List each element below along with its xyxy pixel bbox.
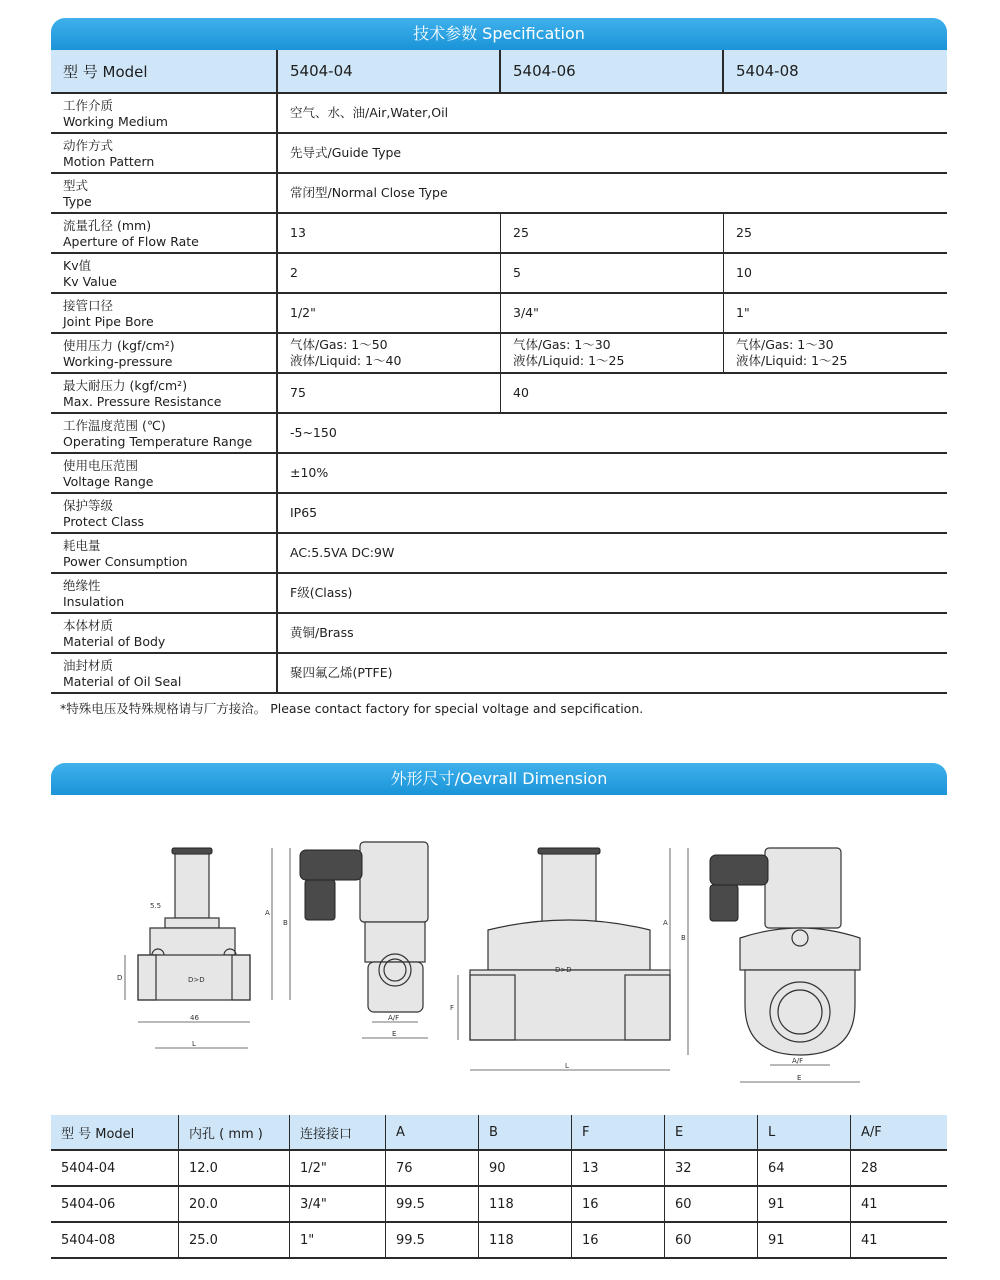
spec-label-cn: 本体材质: [63, 618, 114, 633]
spec-value-cell: [501, 334, 724, 372]
spec-value-line: 40: [513, 385, 529, 400]
dimension-table-header: [51, 1115, 947, 1151]
spec-label-cn: 使用电压范围: [63, 458, 139, 473]
spec-table: [51, 50, 947, 694]
spec-row: [51, 134, 947, 174]
dimension-cell: 118: [479, 1187, 572, 1221]
spec-value-line: 13: [290, 225, 306, 240]
dimension-cell: 76: [386, 1151, 479, 1185]
drawing-label-l: L: [192, 1040, 196, 1048]
spec-row-label: [51, 214, 278, 252]
spec-value-line: -5~150: [290, 425, 337, 440]
valve-side-large: [710, 848, 860, 1082]
dimension-header-cell: L: [758, 1115, 851, 1149]
spec-value-line: 5: [513, 265, 521, 280]
spec-value-line: ±10%: [290, 465, 329, 480]
spec-value-line: 气体/Gas: 1～50: [290, 337, 388, 352]
drawing-label-af-2: A/F: [792, 1057, 804, 1065]
dimension-header-cell: A/F: [861, 1124, 882, 1140]
drawing-label-b-2: B: [681, 934, 686, 942]
dimension-cell: 41: [861, 1232, 878, 1248]
drawing-label-d: D: [117, 974, 123, 982]
spec-value-line: F级(Class): [290, 585, 353, 600]
dimension-cell: 118: [479, 1223, 572, 1257]
spec-label-cn: 动作方式: [63, 138, 114, 153]
dimension-cell: 5404-08: [51, 1223, 179, 1257]
spec-row-label: [51, 174, 278, 212]
spec-value-line: 液体/Liquid: 1～25: [736, 353, 848, 368]
spec-label-en: Working Medium: [63, 114, 168, 129]
dimension-cell: 28: [861, 1160, 878, 1176]
spec-row: [51, 334, 947, 374]
drawing-label-f: F: [450, 1004, 455, 1012]
spec-value-line: 液体/Liquid: 1～40: [290, 353, 402, 368]
dimension-cell: 91: [758, 1187, 851, 1221]
spec-label-en: Power Consumption: [63, 554, 188, 569]
spec-value-cell: [278, 414, 947, 452]
drawing-label-h: 46: [190, 1014, 199, 1022]
drawing-label-a-2: A: [663, 919, 668, 927]
dimension-cell: 91: [758, 1223, 851, 1257]
spec-label-cn: 接管口径: [63, 298, 114, 313]
spec-value-cell: [501, 294, 724, 332]
dimension-title-banner: 外形尺寸/Oevrall Dimension: [51, 763, 947, 795]
spec-value-line: 气体/Gas: 1～30: [736, 337, 834, 352]
spec-value-cell: [278, 134, 947, 172]
dimension-drawing: [100, 830, 890, 1100]
spec-label-cn: 工作介质: [63, 98, 114, 113]
dimension-row: [51, 1187, 947, 1223]
spec-row-label: [51, 494, 278, 532]
spec-label-cn: 保护等级: [63, 498, 114, 513]
spec-value-cell: [724, 294, 947, 332]
spec-label-cn: 流量孔径 (mm): [63, 218, 152, 233]
spec-value-cell: [724, 254, 947, 292]
spec-value-line: 液体/Liquid: 1～25: [513, 353, 625, 368]
spec-row: [51, 654, 947, 694]
spec-row-label: [51, 454, 278, 492]
spec-value-line: AC:5.5VA DC:9W: [290, 545, 395, 560]
spec-label-cn: 型式: [63, 178, 89, 193]
spec-value-line: 气体/Gas: 1～30: [513, 337, 611, 352]
spec-value-cell: [724, 334, 947, 372]
drawing-label-b: B: [283, 919, 288, 927]
spec-label-en: Kv Value: [63, 274, 117, 289]
dimension-cell: 16: [572, 1223, 665, 1257]
spec-value-cell: [278, 294, 501, 332]
spec-row: [51, 534, 947, 574]
dimension-cell: 32: [665, 1151, 758, 1185]
spec-label-en: Type: [63, 194, 92, 209]
spec-value-cell: [278, 94, 947, 132]
dimension-cell: 99.5: [386, 1187, 479, 1221]
spec-value-cell: [278, 454, 947, 492]
drawing-label-e-2: E: [797, 1074, 802, 1082]
spec-label-en: Max. Pressure Resistance: [63, 394, 222, 409]
spec-value-line: 黄铜/Brass: [290, 625, 354, 640]
spec-row-label: [51, 134, 278, 172]
spec-label-cn: 耗电量: [63, 538, 101, 553]
spec-row: [51, 414, 947, 454]
dimension-header-cell: 型 号 Model: [51, 1115, 179, 1149]
dimension-header-cell: 内孔 ( mm ): [179, 1115, 290, 1149]
drawing-label-af-1: A/F: [388, 1014, 400, 1022]
spec-row: [51, 374, 947, 414]
spec-label-en: Aperture of Flow Rate: [63, 234, 199, 249]
spec-label-en: Material of Oil Seal: [63, 674, 182, 689]
spec-label-en: Voltage Range: [63, 474, 154, 489]
spec-row: [51, 454, 947, 494]
dimension-cell: 64: [758, 1151, 851, 1185]
dimension-cell: 13: [572, 1151, 665, 1185]
dimension-cell: 41: [861, 1196, 878, 1212]
spec-value-cell: [501, 254, 724, 292]
spec-row: [51, 94, 947, 134]
spec-value-cell: [278, 254, 501, 292]
spec-title-banner: 技术参数 Specification: [51, 18, 947, 50]
dimension-cell: 3/4": [290, 1187, 386, 1221]
dimension-cell: 20.0: [179, 1187, 290, 1221]
spec-label-cn: 绝缘性: [63, 578, 101, 593]
dimension-cell: 1/2": [290, 1151, 386, 1185]
spec-table-body: [51, 94, 947, 694]
dimension-cell: 60: [665, 1187, 758, 1221]
drawing-label-l-2: L: [565, 1062, 569, 1070]
spec-label-en: Material of Body: [63, 634, 166, 649]
dimension-cell: 25.0: [179, 1223, 290, 1257]
spec-value-line: 10: [736, 265, 752, 280]
dimension-header-cell: F: [572, 1115, 665, 1149]
spec-row-label: [51, 374, 278, 412]
spec-value-cell: [278, 174, 947, 212]
svg-text:D>D: D>D: [188, 976, 205, 984]
spec-value-line: 25: [736, 225, 752, 240]
spec-label-cn: 最大耐压力 (kgf/cm²): [63, 378, 188, 393]
dimension-cell: 5404-04: [51, 1151, 179, 1185]
spec-row-label: [51, 94, 278, 132]
spec-value-cell: [278, 334, 501, 372]
spec-row-label: [51, 574, 278, 612]
spec-row: [51, 254, 947, 294]
dimension-cell: 12.0: [179, 1151, 290, 1185]
spec-value-cell: [501, 214, 724, 252]
spec-value-cell: [278, 534, 947, 572]
spec-row: [51, 494, 947, 534]
spec-label-cn: Kv值: [63, 258, 92, 273]
drawing-label-w: 5.5: [150, 902, 162, 910]
spec-row-label: [51, 654, 278, 692]
spec-header-col: 5404-08: [736, 62, 799, 80]
spec-label-en: Joint Pipe Bore: [63, 314, 154, 329]
dimension-cell: 1": [290, 1223, 386, 1257]
spec-row: [51, 214, 947, 254]
dimension-cell: 99.5: [386, 1223, 479, 1257]
valve-side-small: [300, 842, 428, 1038]
dimension-header-cell: E: [665, 1115, 758, 1149]
spec-value-line: 先导式/Guide Type: [290, 145, 402, 160]
dimension-cell: 60: [665, 1223, 758, 1257]
spec-row-label: [51, 414, 278, 452]
spec-row-label: [51, 294, 278, 332]
valve-front-small: [117, 848, 290, 1048]
spec-label-cn: 油封材质: [63, 658, 114, 673]
spec-value-line: 1": [736, 305, 750, 320]
spec-value-line: 2: [290, 265, 298, 280]
spec-label-en: Working-pressure: [63, 354, 173, 369]
spec-value-line: 空气、水、油/Air,Water,Oil: [290, 105, 449, 120]
spec-header-col: 5404-06: [501, 50, 724, 92]
dimension-cell: 5404-06: [51, 1187, 179, 1221]
spec-row: [51, 574, 947, 614]
spec-label-en: Motion Pattern: [63, 154, 155, 169]
dimension-cell: 16: [572, 1187, 665, 1221]
spec-header-col: 5404-04: [278, 50, 501, 92]
spec-table-header: [51, 50, 947, 94]
spec-value-cell: [278, 494, 947, 532]
drawing-label-a: A: [265, 909, 270, 917]
spec-value-line: IP65: [290, 505, 318, 520]
spec-value-line: 常闭型/Normal Close Type: [290, 185, 448, 200]
spec-value-cell: [278, 614, 947, 652]
valve-front-large: [450, 848, 688, 1070]
spec-label-cn: 使用压力 (kgf/cm²): [63, 338, 175, 353]
spec-value-line: 25: [513, 225, 529, 240]
dimension-table: [51, 1115, 947, 1259]
dimension-header-cell: B: [479, 1115, 572, 1149]
spec-value-line: 75: [290, 385, 306, 400]
spec-value-cell: [501, 374, 947, 412]
dimension-row: [51, 1223, 947, 1259]
footnote: *特殊电压及特殊规格请与厂方接洽。 Please contact factory for special voltage and sepcification.: [60, 701, 644, 716]
dimension-header-cell: A: [386, 1115, 479, 1149]
spec-row: [51, 614, 947, 654]
spec-label-en: Operating Temperature Range: [63, 434, 253, 449]
spec-row-label: [51, 614, 278, 652]
spec-value-cell: [724, 214, 947, 252]
spec-label-en: Protect Class: [63, 514, 145, 529]
spec-header-model: 型 号 Model: [51, 50, 278, 92]
dimension-table-body: [51, 1151, 947, 1259]
spec-value-cell: [278, 214, 501, 252]
dimension-header-cell: 连接接口: [290, 1115, 386, 1149]
dimension-row: [51, 1151, 947, 1187]
spec-value-cell: [278, 574, 947, 612]
spec-value-cell: [278, 654, 947, 692]
spec-row: [51, 294, 947, 334]
spec-row-label: [51, 334, 278, 372]
spec-value-line: 3/4": [513, 305, 539, 320]
spec-value-cell: [278, 374, 501, 412]
spec-row-label: [51, 254, 278, 292]
spec-label-cn: 工作温度范围 (℃): [63, 418, 166, 433]
spec-value-line: 聚四氟乙烯(PTFE): [290, 665, 393, 680]
drawing-label-e-1: E: [392, 1030, 397, 1038]
spec-value-line: 1/2": [290, 305, 316, 320]
dimension-cell: 90: [479, 1151, 572, 1185]
svg-text:D>D: D>D: [555, 966, 572, 974]
spec-row: [51, 174, 947, 214]
spec-row-label: [51, 534, 278, 572]
spec-label-en: Insulation: [63, 594, 125, 609]
